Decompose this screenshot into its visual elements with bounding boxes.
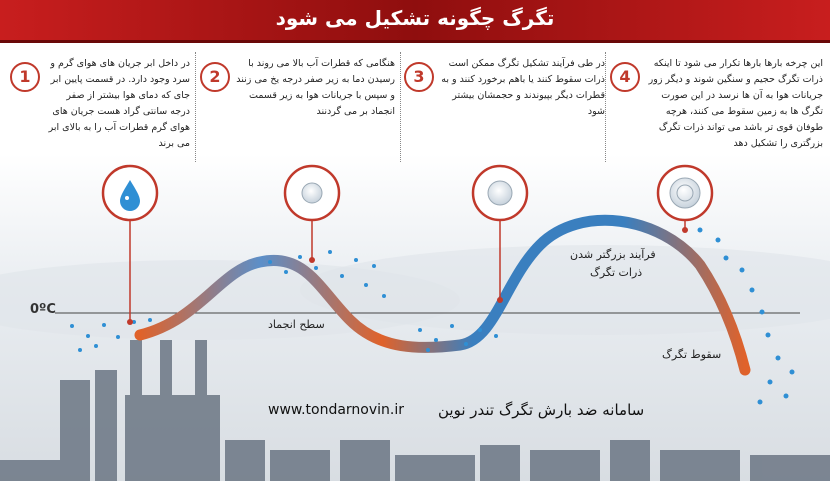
growth-label-line-2: ذرات تگرگ	[590, 266, 643, 279]
city-skyline	[0, 340, 830, 481]
website-link[interactable]: www.tondarnovin.ir	[268, 402, 405, 418]
step-3-number: 3	[404, 62, 434, 92]
zero-degree-label: 0ºC	[30, 302, 56, 317]
step-4-number: 4	[610, 62, 640, 92]
step-2-number: 2	[200, 62, 230, 92]
step-4-text: این چرخه بارها بارها تکرار می شود تا اینکه ذرات تگرگ حجیم و سنگین شوند و دیگر زور جریانات هوا به آن ها نرسد در این صورت تگرگ ها به زمین سقوط می کنند، هرچه طوفان قوی تر باشد می تواند ذرات تگرگ بزرگتری را تشکیل دهد	[648, 58, 823, 149]
hail-fall-label: سقوط تگرگ	[662, 348, 722, 361]
small-hailstone-badge	[473, 166, 527, 220]
water-drop-badge	[103, 166, 157, 220]
company-name: سامانه ضد بارش تگرگ تندر نوین	[438, 401, 645, 419]
page-title: تگرگ چگونه تشکیل می شود	[275, 6, 555, 30]
step-2-text: هنگامی که قطرات آب بالا می روند با رسیدن دما به زیر صفر درجه یخ می زنند و سپس با جریانات هوا به زیر قسمت انجماد بر می گردنند	[236, 58, 395, 117]
freezing-level-label: سطح انجماد	[268, 318, 325, 331]
step-1-text: در داخل ابر جریان های هوای گرم و سرد وجود دارد. در قسمت پایین ابر جای که دمای هوا بیشتر از صفر درجه سانتی گراد هست جریان های هوای گرم قطرات آب را به بالای ابر می برند	[48, 58, 190, 149]
step-1-number: 1	[10, 62, 40, 92]
growth-label-line-1: فرآیند بزرگتر شدن	[570, 248, 656, 261]
step-3-text: در طی فرآیند تشکیل تگرگ ممکن است ذرات سقوط کنند یا باهم برخورد کنند و به قطرات دیگر بپیوندند و حجمشان بیشتر شود	[441, 58, 605, 117]
ice-particle-badge	[285, 166, 339, 220]
large-hailstone-badge	[658, 166, 712, 220]
